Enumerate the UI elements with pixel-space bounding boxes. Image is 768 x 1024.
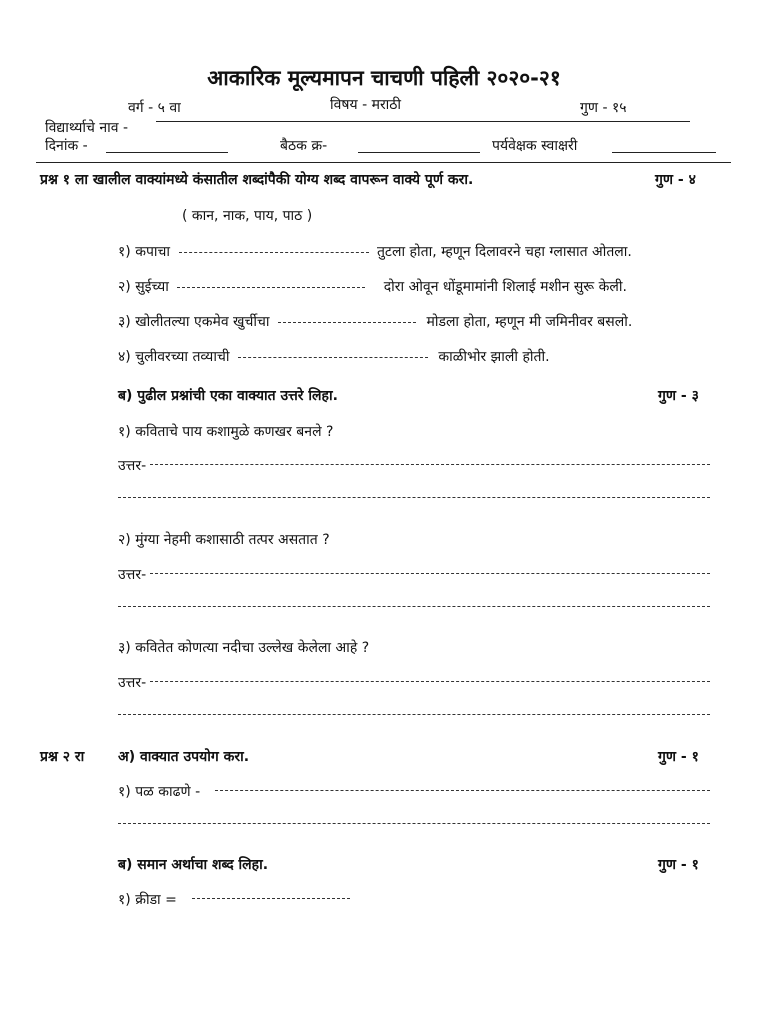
answer-line[interactable] — [118, 714, 710, 715]
q1-item — [118, 242, 632, 261]
student-name-label: विद्यार्थ्याचे नाव - — [45, 120, 129, 136]
date-label: दिनांक - — [45, 138, 88, 154]
answer-label: उत्तर- — [118, 458, 147, 474]
q1-options: ( कान, नाक, पाय, पाठ ) — [182, 208, 313, 224]
header-divider — [36, 162, 731, 163]
q1-item — [118, 312, 632, 331]
q2b-heading: ब) समान अर्थाचा शब्द लिहा. — [118, 857, 269, 873]
q1-item-text: १) कपाचा — [118, 244, 171, 260]
answer-label: उत्तर- — [118, 675, 147, 691]
answer-line[interactable] — [150, 573, 710, 574]
q1-item-text: तुटला होता, म्हणून दिलावरने चहा ग्लासात ओतला. — [376, 244, 632, 260]
answer-line[interactable] — [150, 681, 710, 682]
q1-item-text: काळीभोर झाली होती. — [438, 349, 550, 365]
subject-label: विषय - मराठी — [330, 97, 402, 113]
q1-marks: गुण - ४ — [655, 172, 696, 188]
student-name-line[interactable] — [156, 121, 690, 122]
q1-item-text: ४) चुलीवरच्या तव्याची — [118, 349, 230, 365]
class-label: वर्ग - ५ वा — [128, 100, 181, 116]
q2-item: १) पळ काढणे - — [118, 784, 201, 800]
seat-no-line[interactable] — [358, 152, 480, 153]
q1-item — [118, 277, 627, 296]
answer-line[interactable] — [118, 823, 710, 824]
q1b-heading: ब) पुढील प्रश्नांची एका वाक्यात उत्तरे लिहा. — [118, 388, 338, 404]
q2-marks: गुण - १ — [658, 749, 699, 765]
q1-item-text: मोडला होता, म्हणून मी जमिनीवर बसलो. — [426, 314, 633, 330]
q1b-marks: गुण - ३ — [658, 388, 699, 404]
q1-item-text: २) सुईच्या — [118, 279, 169, 295]
q1-blank[interactable] — [177, 287, 365, 288]
q1-blank[interactable] — [179, 252, 369, 253]
q2b-marks: गुण - १ — [658, 857, 699, 873]
answer-line[interactable] — [118, 497, 710, 498]
answer-line[interactable] — [215, 790, 710, 791]
supervisor-label: पर्यवेक्षक स्वाक्षरी — [492, 138, 578, 154]
page-title: आकारिक मूल्यमापन चाचणी पहिली २०२०-२१ — [207, 66, 561, 90]
q1-heading: प्रश्न १ ला खालील वाक्यांमध्ये कंसातील शब्दांपैकी योग्य शब्द वापरून वाक्ये पूर्ण करा. — [40, 172, 474, 188]
supervisor-line[interactable] — [612, 152, 716, 153]
q1-item-text: ३) खोलीतल्या एकमेव खुर्चीचा — [118, 314, 270, 330]
answer-line[interactable] — [192, 898, 350, 899]
q1-item-text: दोरा ओवून धोंडूमामांनी शिलाई मशीन सुरू केली. — [383, 279, 627, 295]
seat-no-label: बैठक क्र- — [280, 138, 328, 154]
q1b-question: ३) कवितेत कोणत्या नदीचा उल्लेख केलेला आहे ? — [118, 640, 370, 656]
q1-blank[interactable] — [278, 322, 416, 323]
q1-item — [118, 347, 550, 366]
answer-line[interactable] — [118, 606, 710, 607]
q2b-item: १) क्रीडा = — [118, 892, 177, 908]
date-line[interactable] — [106, 152, 228, 153]
marks-label: गुण - १५ — [580, 100, 627, 116]
q1b-question: १) कविताचे पाय कशामुळे कणखर बनले ? — [118, 424, 334, 440]
q1b-question: २) मुंग्या नेहमी कशासाठी तत्पर असतात ? — [118, 532, 330, 548]
q2-heading: अ) वाक्यात उपयोग करा. — [118, 749, 250, 765]
q2-number: प्रश्न २ रा — [40, 749, 85, 765]
answer-label: उत्तर- — [118, 567, 147, 583]
answer-line[interactable] — [150, 464, 710, 465]
q1-blank[interactable] — [238, 357, 428, 358]
